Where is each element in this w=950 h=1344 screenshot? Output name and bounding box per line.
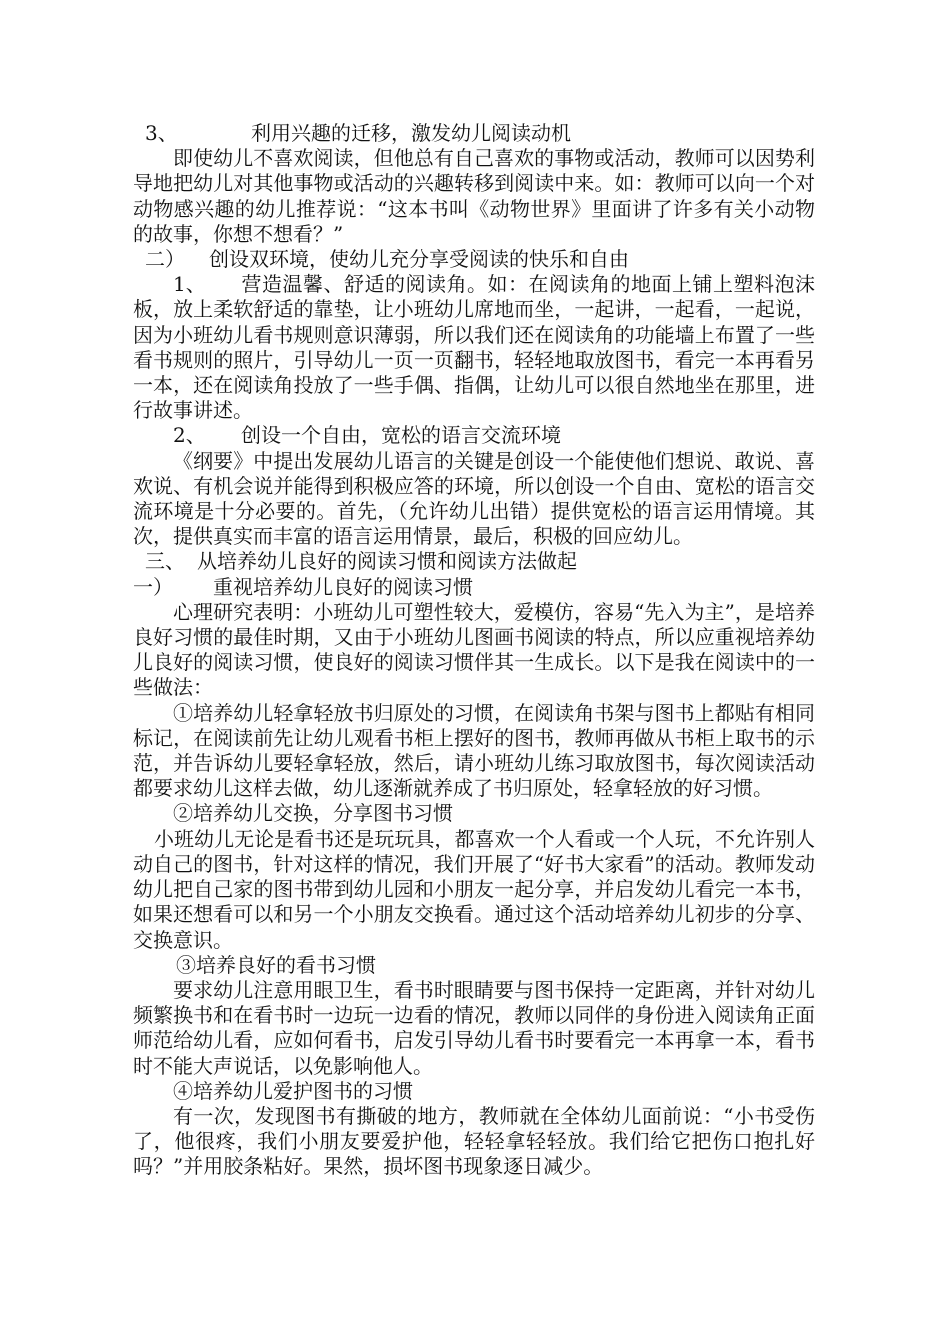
paragraph-point-4: 有一次，发现图书有撕破的地方，教师就在全体幼儿面前说：“小书受伤了，他很疼，我们小朋友要爱护他，轻轻拿轻轻放。我们给它把伤口抱扎好吗？”并用胶条粘好。果然，损坏图书现象逐日减少。 bbox=[133, 1103, 815, 1179]
item-body: 如：在阅读角的地面上铺上塑料泡沫板，放上柔软舒适的靠垫，让小班幼儿席地而坐，一起讲，一起看，一起说，因为小班幼儿看书规则意识薄弱，所以我们还在阅读角的功能墙上布置了一些看书规则的照片，引导幼儿一页一页翻书，轻轻地取放图书，看完一本再看另一本，还在阅读角投放了一些手偶、指偶，让幼儿可以很自然地坐在那里，进行故事讲述。 bbox=[133, 272, 815, 423]
point-2-heading: ②培养幼儿交换，分享图书习惯 bbox=[173, 801, 453, 826]
heading-text: 创设一个自由，宽松的语言交流环境 bbox=[241, 423, 561, 448]
paragraph-reading-corner bbox=[133, 272, 815, 423]
heading-text: 创设双环境，使幼儿充分享受阅读的快乐和自由 bbox=[209, 247, 629, 272]
paragraph-point-2: 小班幼儿无论是看书还是玩玩具，都喜欢一个人看或一个人玩，不允许别人动自己的图书，针对这样的情况，我们开展了“好书大家看”的活动。教师发动幼儿把自己家的图书带到幼儿园和小朋友一起分享，并启发幼儿看完一本书，如果还想看可以和另一个小朋友交换看。通过这个活动培养幼儿初步的分享、交换意识。 bbox=[133, 826, 815, 952]
paragraph-language-environment: 《纲要》中提出发展幼儿语言的关键是创设一个能使他们想说、敢说、喜欢说、有机会说并能得到积极应答的环境，所以创设一个自由、宽松的语言交流环境是十分必要的。首先，（允许幼儿出错）提供宽松的语言运用情境。其次，提供真实而丰富的语言运用情景，最后，积极的回应幼儿。 bbox=[133, 448, 815, 549]
heading-number: 三、 bbox=[145, 549, 185, 574]
paragraph-psychology-research: 心理研究表明：小班幼儿可塑性较大，爱模仿，容易“先入为主”，是培养良好习惯的最佳时期，又由于小班幼儿图画书阅读的特点，所以应重视培养幼儿良好的阅读习惯，使良好的阅读习惯伴其一生成长。以下是我在阅读中的一些做法： bbox=[133, 599, 815, 700]
section-heading-part3 bbox=[133, 549, 815, 574]
heading-text: 利用兴趣的迁移，激发幼儿阅读动机 bbox=[251, 121, 571, 145]
section-heading-part2 bbox=[133, 247, 815, 272]
document-page bbox=[133, 121, 815, 1180]
paragraph-interest-transfer: 即使幼儿不喜欢阅读，但他总有自己喜欢的事物或活动，教师可以因势利导地把幼儿对其他事物或活动的兴趣转移到阅读中来。如：教师可以向一个对动物感兴趣的幼儿推荐说：“这本书叫《动物世界》里面讲了许多有关小动物的故事，你想不想看？” bbox=[133, 146, 815, 246]
section-heading-item2 bbox=[133, 423, 815, 448]
paragraph-point-3: 要求幼儿注意用眼卫生，看书时眼睛要与图书保持一定距离，并针对幼儿频繁换书和在看书时一边玩一边看的情况，教师以同伴的身份进入阅读角正面师范给幼儿看，应如何看书，启发引导幼儿看书时要看完一本再拿一本，看书时不能大声说话，以免影响他人。 bbox=[133, 977, 815, 1078]
item-heading: 营造温馨、舒适的阅读角。 bbox=[241, 272, 488, 297]
heading-text: 从培养幼儿良好的阅读习惯和阅读方法做起 bbox=[197, 549, 577, 574]
heading-number: 3、 bbox=[145, 121, 178, 145]
item-number: 1、 bbox=[173, 272, 206, 297]
point-3-heading: ③培养良好的看书习惯 bbox=[176, 952, 376, 977]
heading-number: 2、 bbox=[173, 423, 206, 448]
heading-number: 二） bbox=[145, 247, 185, 272]
point-4-heading: ④培养幼儿爱护图书的习惯 bbox=[173, 1078, 413, 1103]
paragraph-point-1: ①培养幼儿轻拿轻放书归原处的习惯，在阅读角书架与图书上都贴有相同标记，在阅读前先让幼儿观看书柜上摆好的图书，教师再做从书柜上取书的示范，并告诉幼儿要轻拿轻放，然后，请小班幼儿练习取放图书，每次阅读活动都要求幼儿这样去做，幼儿逐渐就养成了书归原处，轻拿轻放的好习惯。 bbox=[133, 700, 815, 801]
section-heading-3 bbox=[133, 121, 815, 146]
heading-number: 一） bbox=[133, 574, 173, 599]
heading-text: 重视培养幼儿良好的阅读习惯 bbox=[213, 574, 473, 599]
section-heading-sub1 bbox=[133, 575, 815, 600]
